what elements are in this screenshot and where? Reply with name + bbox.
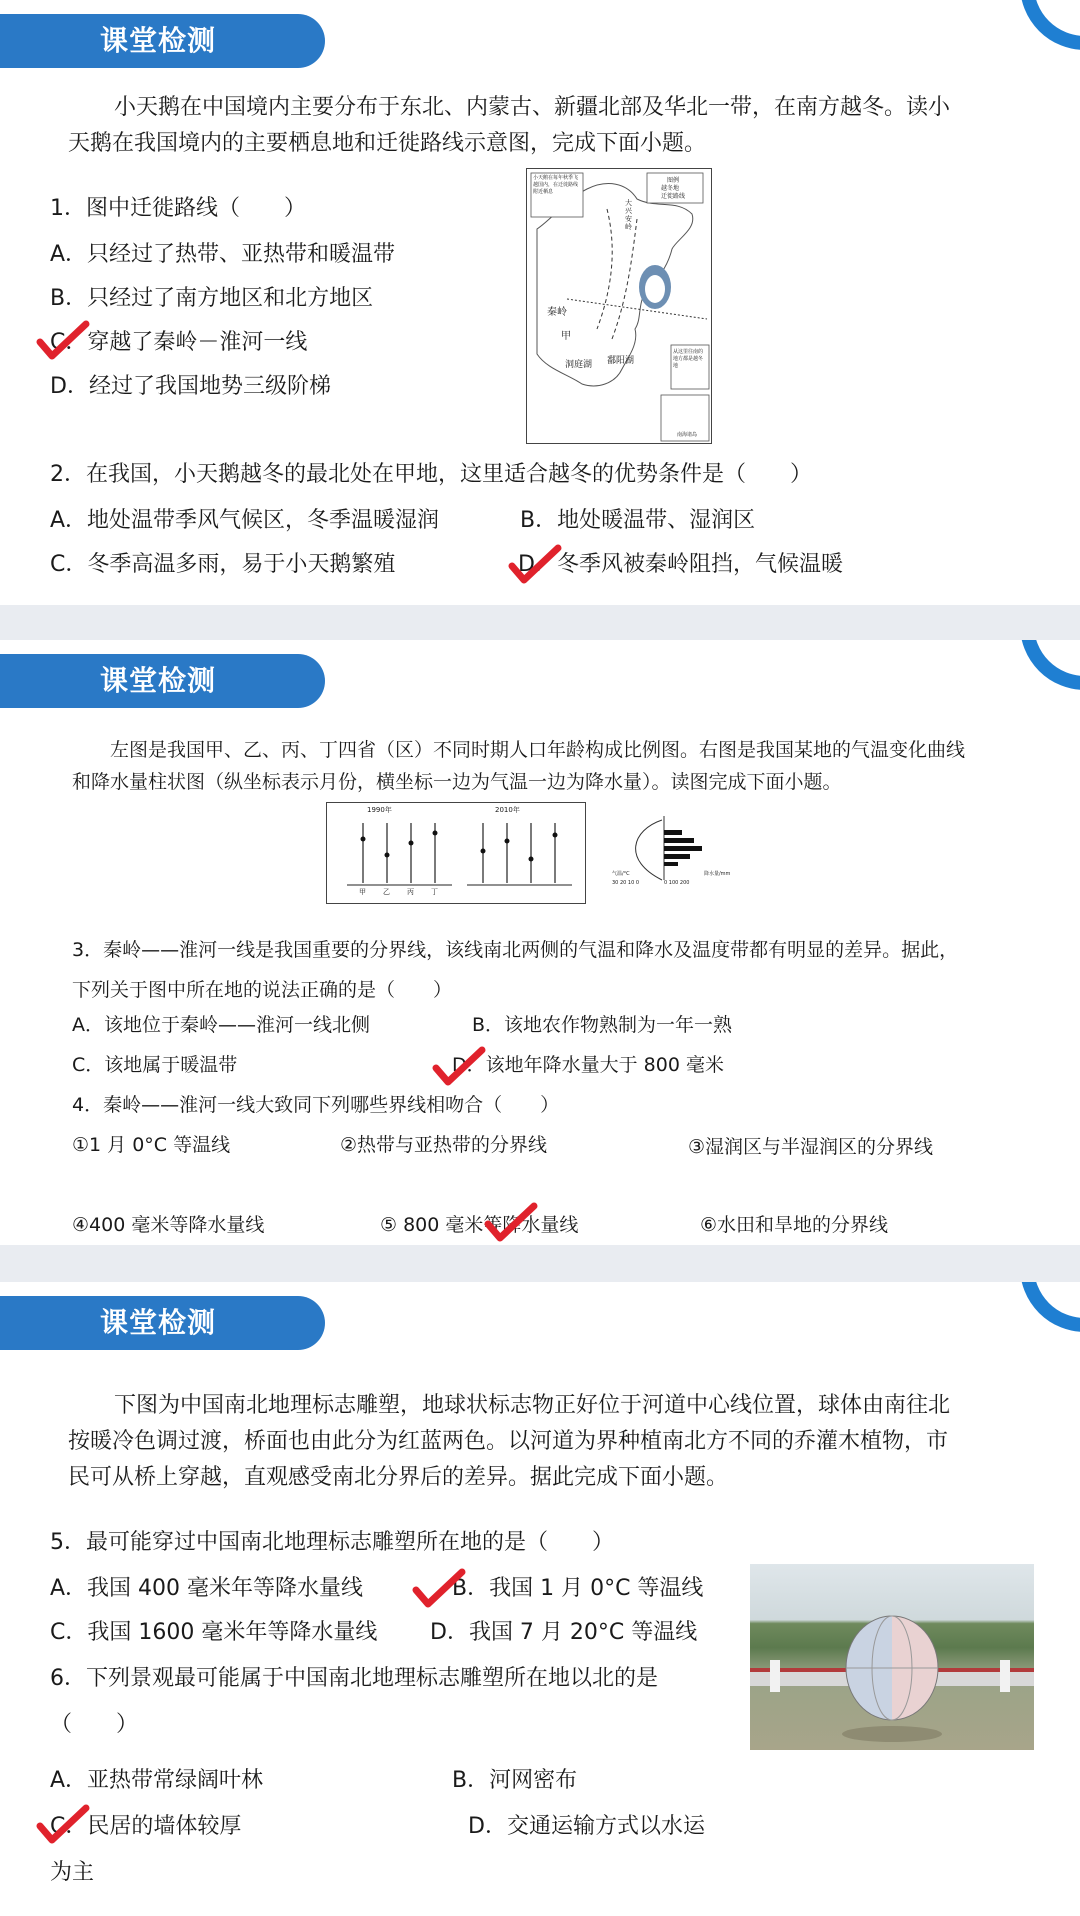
option-5b[interactable]: B．我国 1 月 0°C 等温线: [452, 1576, 704, 1601]
option-4-2[interactable]: ②热带与亚热带的分界线: [340, 1134, 548, 1156]
question-6: 6．下列景观最可能属于中国南北地理标志雕塑所在地以北的是: [50, 1666, 658, 1691]
option-2c[interactable]: C．冬季高温多雨，易于小天鹅繁殖: [50, 552, 396, 577]
option-1d[interactable]: D．经过了我国地势三级阶梯: [50, 374, 331, 399]
section-banner: 课堂检测: [0, 14, 325, 68]
check-mark-icon: [412, 1568, 466, 1608]
map-legend-1: 越冬地: [661, 185, 680, 192]
option-4-5[interactable]: ⑤ 800 毫米等降水量线: [380, 1214, 579, 1236]
option-1c[interactable]: C．穿越了秦岭－淮河一线: [50, 330, 308, 355]
option-2d[interactable]: D．冬季风被秦岭阻挡，气候温暖: [518, 552, 843, 577]
option-3b[interactable]: B．该地农作物熟制为一年一熟: [472, 1014, 733, 1036]
corner-decoration: [1020, 640, 1080, 690]
check-mark-icon: [36, 1804, 90, 1844]
map-label-qinling: 秦岭: [547, 307, 567, 318]
option-2a[interactable]: A．地处温带季风气候区，冬季温暖湿润: [50, 508, 440, 533]
sculpture-photo: [750, 1564, 1034, 1750]
option-4-3[interactable]: ③湿润区与半湿润区的分界线: [688, 1136, 934, 1158]
option-6b[interactable]: B．河网密布: [452, 1768, 578, 1793]
check-mark-icon: [432, 1046, 486, 1086]
check-mark-icon: [484, 1202, 538, 1242]
option-6a[interactable]: A．亚热带常绿阔叶林: [50, 1768, 264, 1793]
option-4-1[interactable]: ①1 月 0°C 等温线: [72, 1134, 231, 1156]
check-mark-icon: [508, 544, 562, 584]
population-chart: [326, 802, 586, 904]
option-6d-cont: 为主: [50, 1860, 95, 1885]
map-note-right: 从这里往南的地方都是越冬地: [673, 349, 704, 369]
question-2: 2．在我国，小天鹅越冬的最北处在甲地，这里适合越冬的优势条件是（ ）: [50, 462, 812, 487]
check-mark-icon: [36, 320, 90, 360]
intro-text: 左图是我国甲、乙、丙、丁四省（区）不同时期人口年龄构成比例图。右图是我国某地的气温变化曲线和降水量柱状图（纵坐标表示月份，横坐标一边为气温一边为降水量）。读图完成下面小题。: [72, 739, 966, 793]
question-card-1: [0, 0, 1080, 605]
question-5: 5．最可能穿过中国南北地理标志雕塑所在地的是（ ）: [50, 1530, 614, 1555]
option-1a[interactable]: A．只经过了热带、亚热带和暖温带: [50, 242, 396, 267]
year-label-2010: 2010年: [495, 806, 520, 814]
section-banner: 课堂检测: [0, 1296, 325, 1350]
corner-decoration: [1020, 1282, 1080, 1332]
option-6d[interactable]: D．交通运输方式以水运: [468, 1814, 705, 1839]
migration-map: [526, 168, 712, 444]
intro-text: 下图为中国南北地理标志雕塑，地球状标志物正好位于河道中心线位置，球体由南往北按暖冷色调过渡，桥面也由此分为红蓝两色。以河道为界种植南北方不同的乔灌木植物，市民可从桥上穿越，直观感受南北分界后的差异。据此完成下面小题。: [68, 1393, 951, 1490]
intro-text: 小天鹅在中国境内主要分布于东北、内蒙古、新疆北部及华北一带，在南方越冬。读小天鹅在我国境内的主要栖息地和迁徙路线示意图，完成下面小题。: [68, 95, 951, 156]
question-6-paren: （ ）: [50, 1712, 139, 1737]
question-3: 3．秦岭——淮河一线是我国重要的分界线，该线南北两侧的气温和降水及温度带都有明显的差异。据此，下列关于图中所在地的说法正确的是（ ）: [72, 939, 959, 1001]
map-legend-2: 迁徙路线: [661, 193, 686, 200]
map-label-jia: 甲: [561, 331, 571, 342]
option-4-6[interactable]: ⑥水田和旱地的分界线: [700, 1214, 889, 1236]
option-5d[interactable]: D．我国 7 月 20°C 等温线: [430, 1620, 698, 1645]
corner-decoration: [1020, 0, 1080, 50]
x-label-ding: 丁: [431, 888, 438, 896]
map-legend-title: 图例: [667, 177, 680, 184]
section-banner: 课堂检测: [0, 654, 325, 708]
climate-axis-precip: 降水量/mm: [704, 871, 731, 877]
option-3a[interactable]: A．该地位于秦岭——淮河一线北侧: [72, 1014, 370, 1036]
option-1b[interactable]: B．只经过了南方地区和北方地区: [50, 286, 374, 311]
option-6c[interactable]: C．民居的墙体较厚: [50, 1814, 242, 1839]
x-label-bing: 丙: [407, 888, 414, 896]
option-2b[interactable]: B．地处暖温带、湿润区: [520, 508, 756, 533]
question-1: 1．图中迁徙路线（ ）: [50, 196, 306, 221]
map-label-poyang: 鄱阳湖: [607, 356, 635, 366]
map-label-dongting: 洞庭湖: [565, 360, 593, 370]
year-label-1990: 1990年: [367, 806, 392, 814]
climate-axis-temp: 气温/°C: [612, 871, 630, 877]
map-label-nanhai: 南海诸岛: [677, 432, 698, 438]
climate-chart: [612, 810, 746, 890]
option-3c[interactable]: C．该地属于暖温带: [72, 1054, 238, 1076]
option-5a[interactable]: A．我国 400 毫米年等降水量线: [50, 1576, 364, 1601]
question-card-3: [0, 1282, 1080, 1916]
map-label-daxinganling: 大兴安岭: [625, 199, 632, 231]
x-label-yi: 乙: [383, 888, 390, 896]
question-4: 4．秦岭——淮河一线大致同下列哪些界线相吻合（ ）: [72, 1094, 560, 1116]
map-note-topleft: 小天鹅在每年秋季飞越国内，在迁徙路线附近栖息: [533, 175, 579, 195]
option-5c[interactable]: C．我国 1600 毫米年等降水量线: [50, 1620, 378, 1645]
climate-ticks-left: 30 20 10 0: [612, 880, 640, 886]
x-label-jia: 甲: [359, 888, 366, 896]
question-card-2: [0, 640, 1080, 1245]
option-3d[interactable]: D．该地年降水量大于 800 毫米: [452, 1054, 724, 1076]
climate-ticks-right: 0 100 200: [664, 880, 690, 886]
option-4-4[interactable]: ④400 毫米等降水量线: [72, 1214, 265, 1236]
